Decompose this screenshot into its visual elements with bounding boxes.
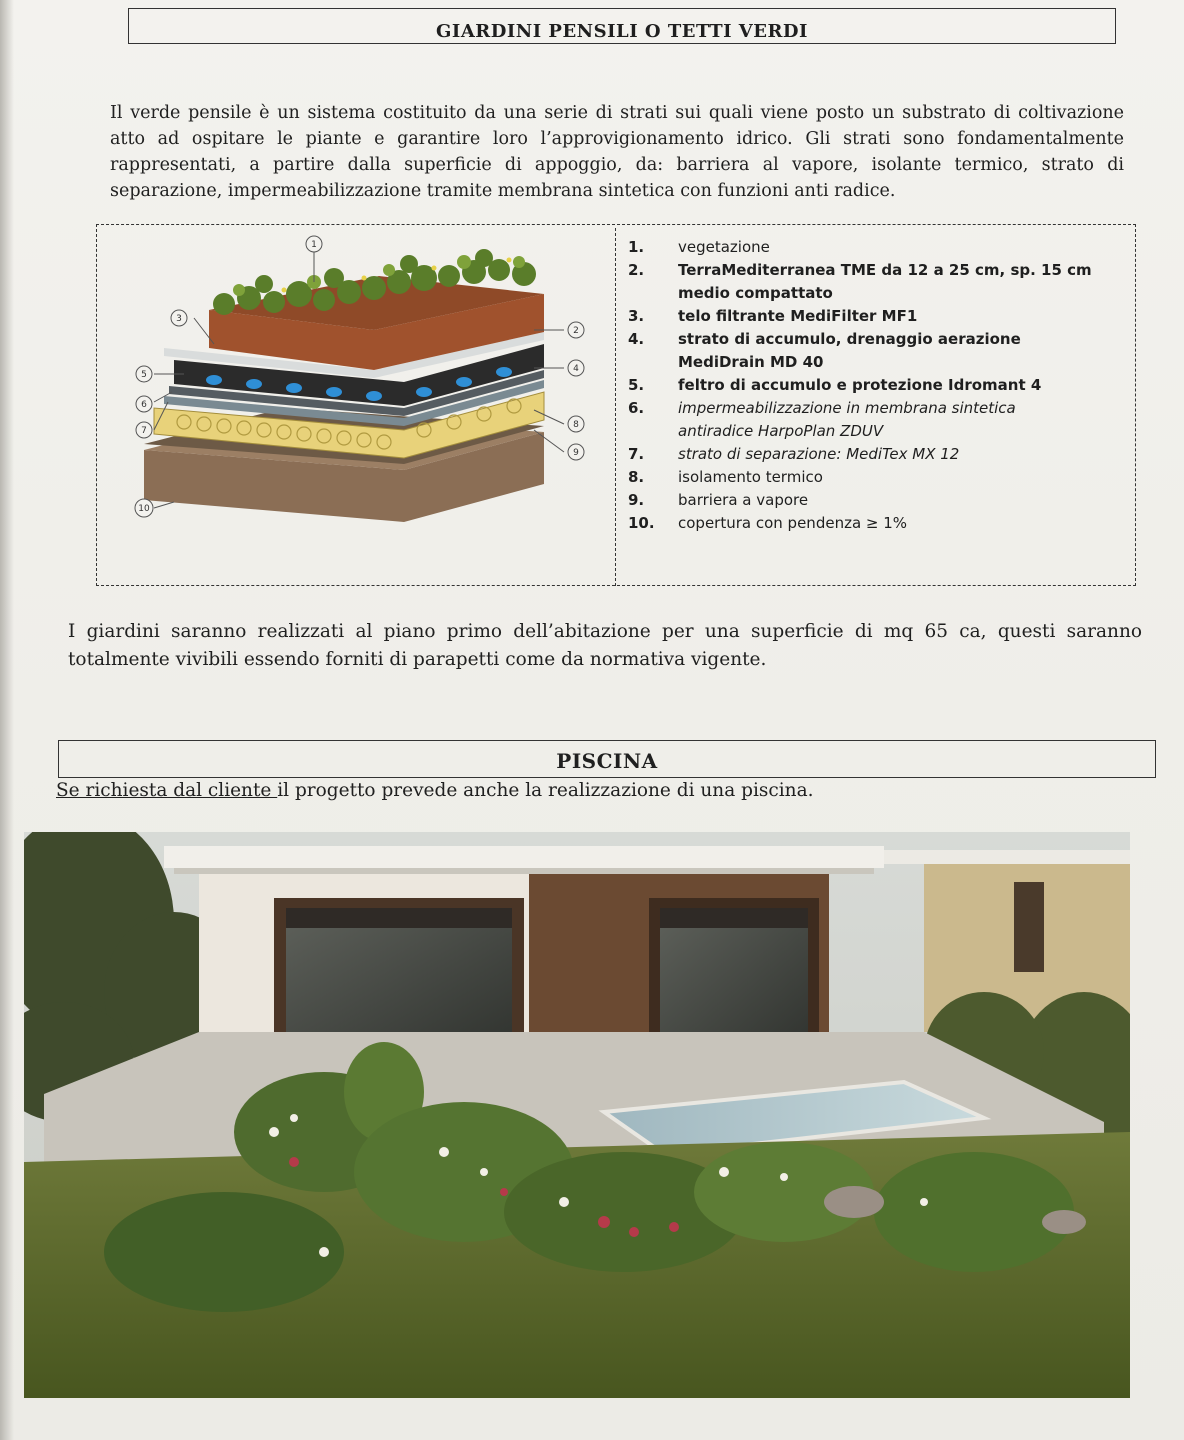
svg-text:8: 8	[573, 420, 579, 430]
callout-2	[568, 322, 584, 338]
legend-item: 7. strato di separazione: MediTex MX 12	[628, 445, 960, 463]
pool-rendering-photo	[24, 832, 1130, 1398]
callout-3	[171, 310, 187, 326]
pool-note	[56, 778, 956, 804]
legend-item: 3. telo filtrante MediFilter MF1	[628, 307, 918, 325]
callout-6	[136, 396, 152, 412]
callout-8	[568, 416, 584, 432]
intro-line: separazione, impermeabilizzazione tramite membrana sintetica con funzioni anti radice.	[110, 181, 896, 201]
roof-layers-legend	[628, 236, 1128, 535]
legend-item: 8. isolamento termico	[628, 468, 823, 486]
pool-note-rest: il progetto prevede anche la realizzazione di una piscina.	[277, 780, 814, 801]
legend-item: 10. copertura con pendenza ≥ 1%	[628, 514, 908, 532]
page-edge-shadow	[0, 0, 14, 1440]
legend-item: antiradice HarpoPlan ZDUV	[678, 422, 884, 440]
roof-layers-illustration	[124, 232, 594, 580]
legend-item: 9. barriera a vapore	[628, 491, 809, 509]
intro-paragraph	[110, 100, 1124, 204]
gardens-paragraph: I giardini saranno realizzati al piano primo dell’abitazione per una superficie di mq 65 ca, questi saranno totalmente vivibili essendo forniti di parapetti come da normativa vigente.	[68, 621, 1142, 670]
callout-10	[135, 499, 153, 517]
callout-7	[136, 422, 152, 438]
legend-item: 2. TerraMediterranea TME da 12 a 25 cm, sp. 15 cm	[628, 261, 1092, 279]
pool-note-underlined: Se richiesta dal cliente	[56, 780, 278, 801]
legend-item: 4. strato di accumulo, drenaggio aerazione	[628, 330, 1021, 348]
legend-item: MediDrain MD 40	[678, 353, 824, 371]
intro-line: atto ad ospitare le piante e garantire loro l’approvigionamento idrico. Gli strati sono fondamentalmente	[110, 129, 1124, 149]
svg-text:4: 4	[573, 364, 579, 374]
section-title-pool: PISCINA	[58, 740, 1156, 778]
intro-line: Il verde pensile è un sistema costituito da una serie di strati sui quali viene posto un substrato di coltivazione	[110, 103, 1124, 123]
svg-text:2: 2	[573, 326, 579, 336]
svg-text:10: 10	[138, 504, 150, 514]
svg-text:7: 7	[141, 426, 147, 436]
legend-item: 5. feltro di accumulo e protezione Idromant 4	[628, 376, 1042, 394]
svg-text:1: 1	[311, 240, 317, 250]
legend-item: 1. vegetazione	[628, 238, 770, 256]
callout-4	[568, 360, 584, 376]
svg-text:9: 9	[573, 448, 579, 458]
svg-text:3: 3	[176, 314, 182, 324]
callout-5	[136, 366, 152, 382]
callout-9	[568, 444, 584, 460]
intro-line: rappresentati, a partire dalla superficie di appoggio, da: barriera al vapore, isolante termico, strato di	[110, 155, 1124, 175]
section-title-roof-gardens: GIARDINI PENSILI O TETTI VERDI	[128, 8, 1116, 44]
legend-item: 6. impermeabilizzazione in membrana sintetica	[628, 399, 1016, 417]
svg-text:5: 5	[141, 370, 147, 380]
house-roof	[164, 846, 884, 868]
diagram-divider	[615, 228, 616, 586]
svg-text:6: 6	[141, 400, 147, 410]
callout-1	[306, 236, 322, 252]
legend-item: medio compattato	[678, 284, 833, 302]
